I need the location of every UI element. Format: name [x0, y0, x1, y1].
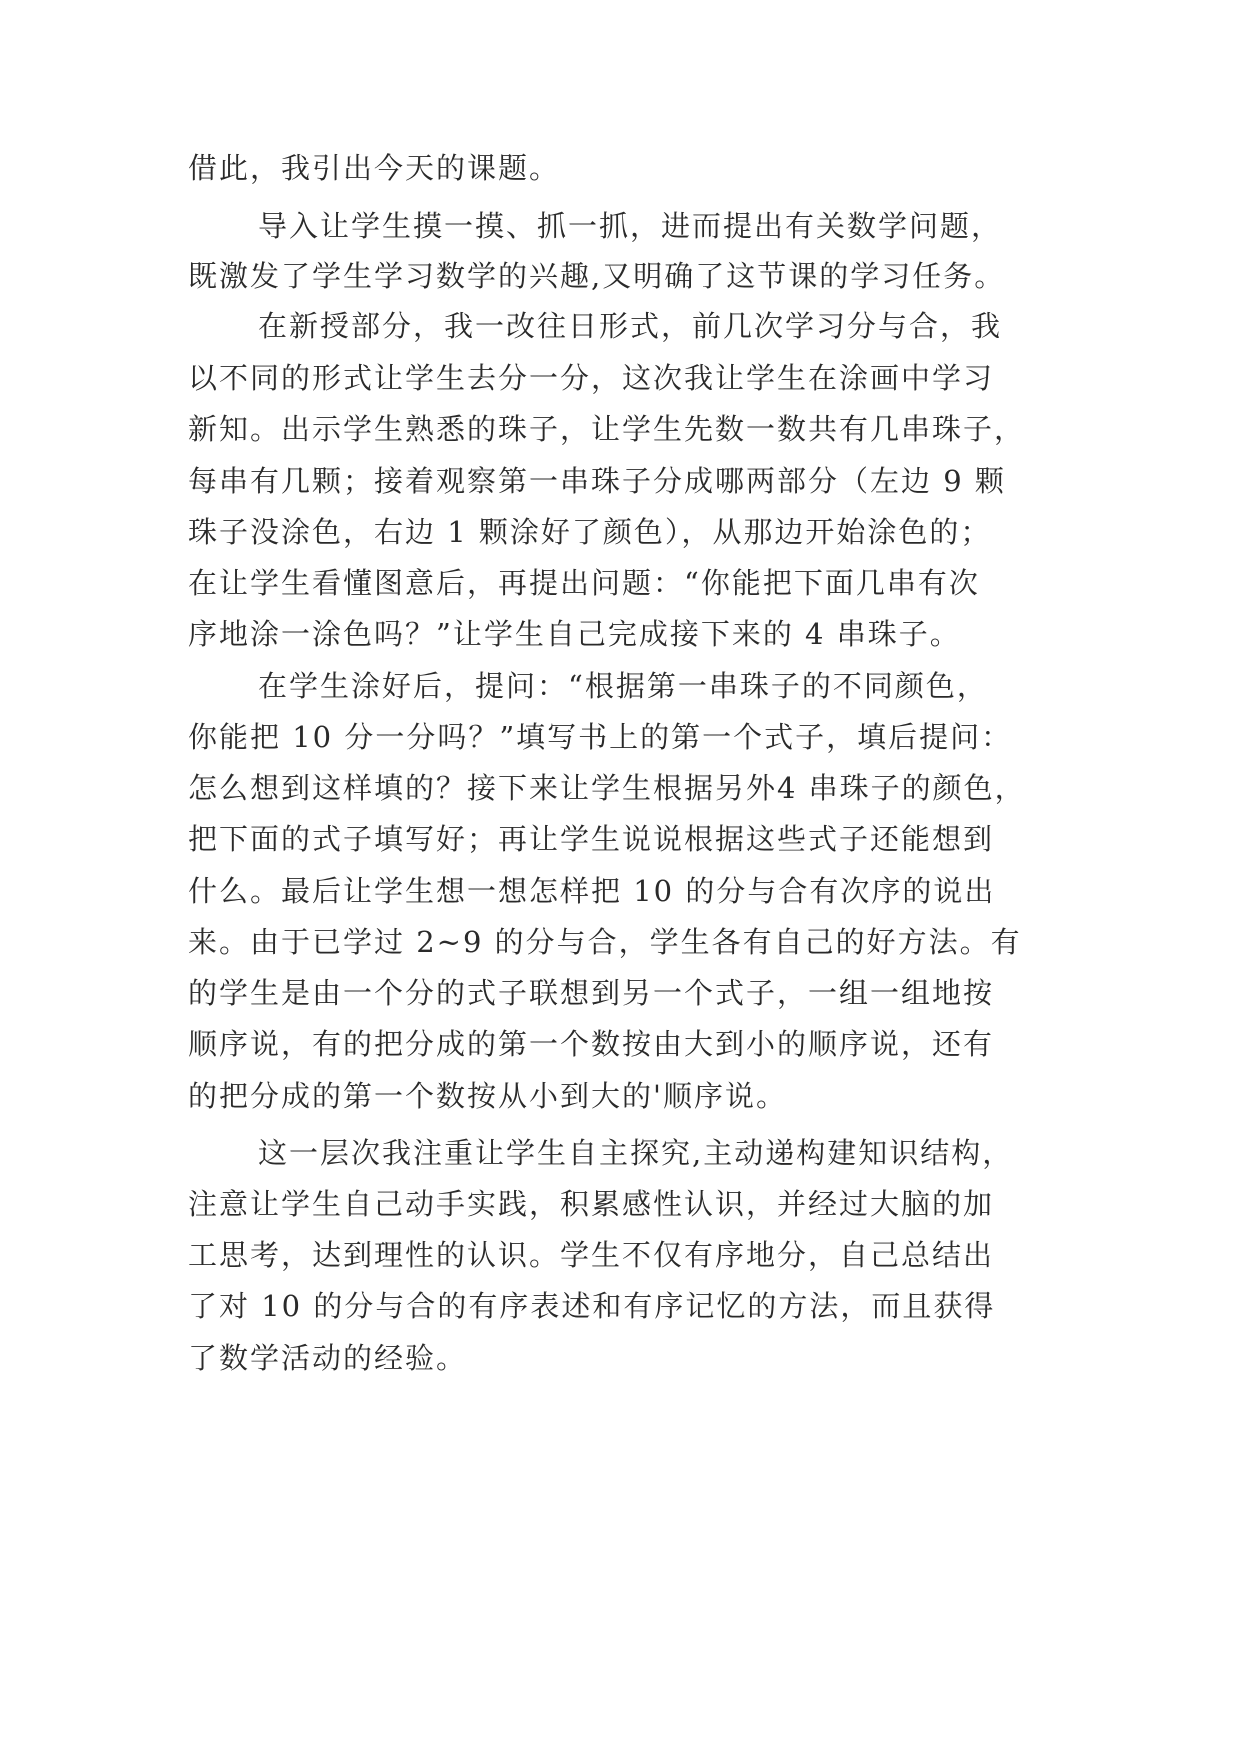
text-line: 的把分成的第一个数按从小到大的'顺序说。 — [188, 1079, 787, 1113]
text-line: 既激发了学生学习数学的兴趣,又明确了这节课的学习任务。 — [188, 259, 1006, 293]
text-line: 每串有几颗；接着观察第一串珠子分成哪两部分（左边 9 颗 — [188, 464, 1006, 498]
text-line: 顺序说，有的把分成的第一个数按由大到小的顺序说，还有 — [188, 1027, 995, 1061]
text-line: 把下面的式子填写好；再让学生说说根据这些式子还能想到 — [188, 822, 995, 856]
text-line: 序地涂一涂色吗？”让学生自己完成接下来的 4 串珠子。 — [188, 617, 961, 651]
text-line: 新知。出示学生熟悉的珠子，让学生先数一数共有几串珠子， — [188, 412, 1026, 446]
text-line: 了数学活动的经验。 — [188, 1341, 468, 1375]
text-line: 了对 10 的分与合的有序表述和有序记忆的方法，而且获得 — [188, 1289, 996, 1323]
paragraph-first-line: 这一层次我注重让学生自主探究,主动递构建知识结构， — [258, 1136, 1014, 1170]
text-line: 什么。最后让学生想一想怎样把 10 的分与合有次序的说出 — [188, 874, 996, 908]
text-line: 怎么想到这样填的？接下来让学生根据另外4 串珠子的颜色， — [188, 771, 1026, 805]
text-line: 借此，我引出今天的课题。 — [188, 151, 561, 185]
text-line: 在让学生看懂图意后，再提出问题：“你能把下面几串有次 — [188, 566, 980, 600]
text-line: 的学生是由一个分的式子联想到另一个式子，一组一组地按 — [188, 976, 995, 1010]
paragraph-first-line: 在新授部分，我一改往日形式，前几次学习分与合，我 — [258, 309, 1003, 343]
text-line: 来。由于已学过 2~9 的分与合，学生各有自己的好方法。有 — [188, 925, 1022, 959]
text-line: 珠子没涂色，右边 1 颗涂好了颜色），从那边开始涂色的； — [188, 515, 992, 549]
text-line: 以不同的形式让学生去分一分，这次我让学生在涂画中学习 — [188, 361, 995, 395]
text-line: 工思考，达到理性的认识。学生不仅有序地分，自己总结出 — [188, 1238, 995, 1272]
paragraph-first-line: 在学生涂好后，提问：“根据第一串珠子的不同颜色， — [258, 669, 988, 703]
text-line: 你能把 10 分一分吗？”填写书上的第一个式子，填后提问： — [188, 720, 1013, 754]
paragraph-first-line: 导入让学生摸一摸、抓一抓，进而提出有关数学问题， — [258, 209, 1003, 243]
text-line: 注意让学生自己动手实践，积累感性认识，并经过大脑的加 — [188, 1187, 995, 1221]
